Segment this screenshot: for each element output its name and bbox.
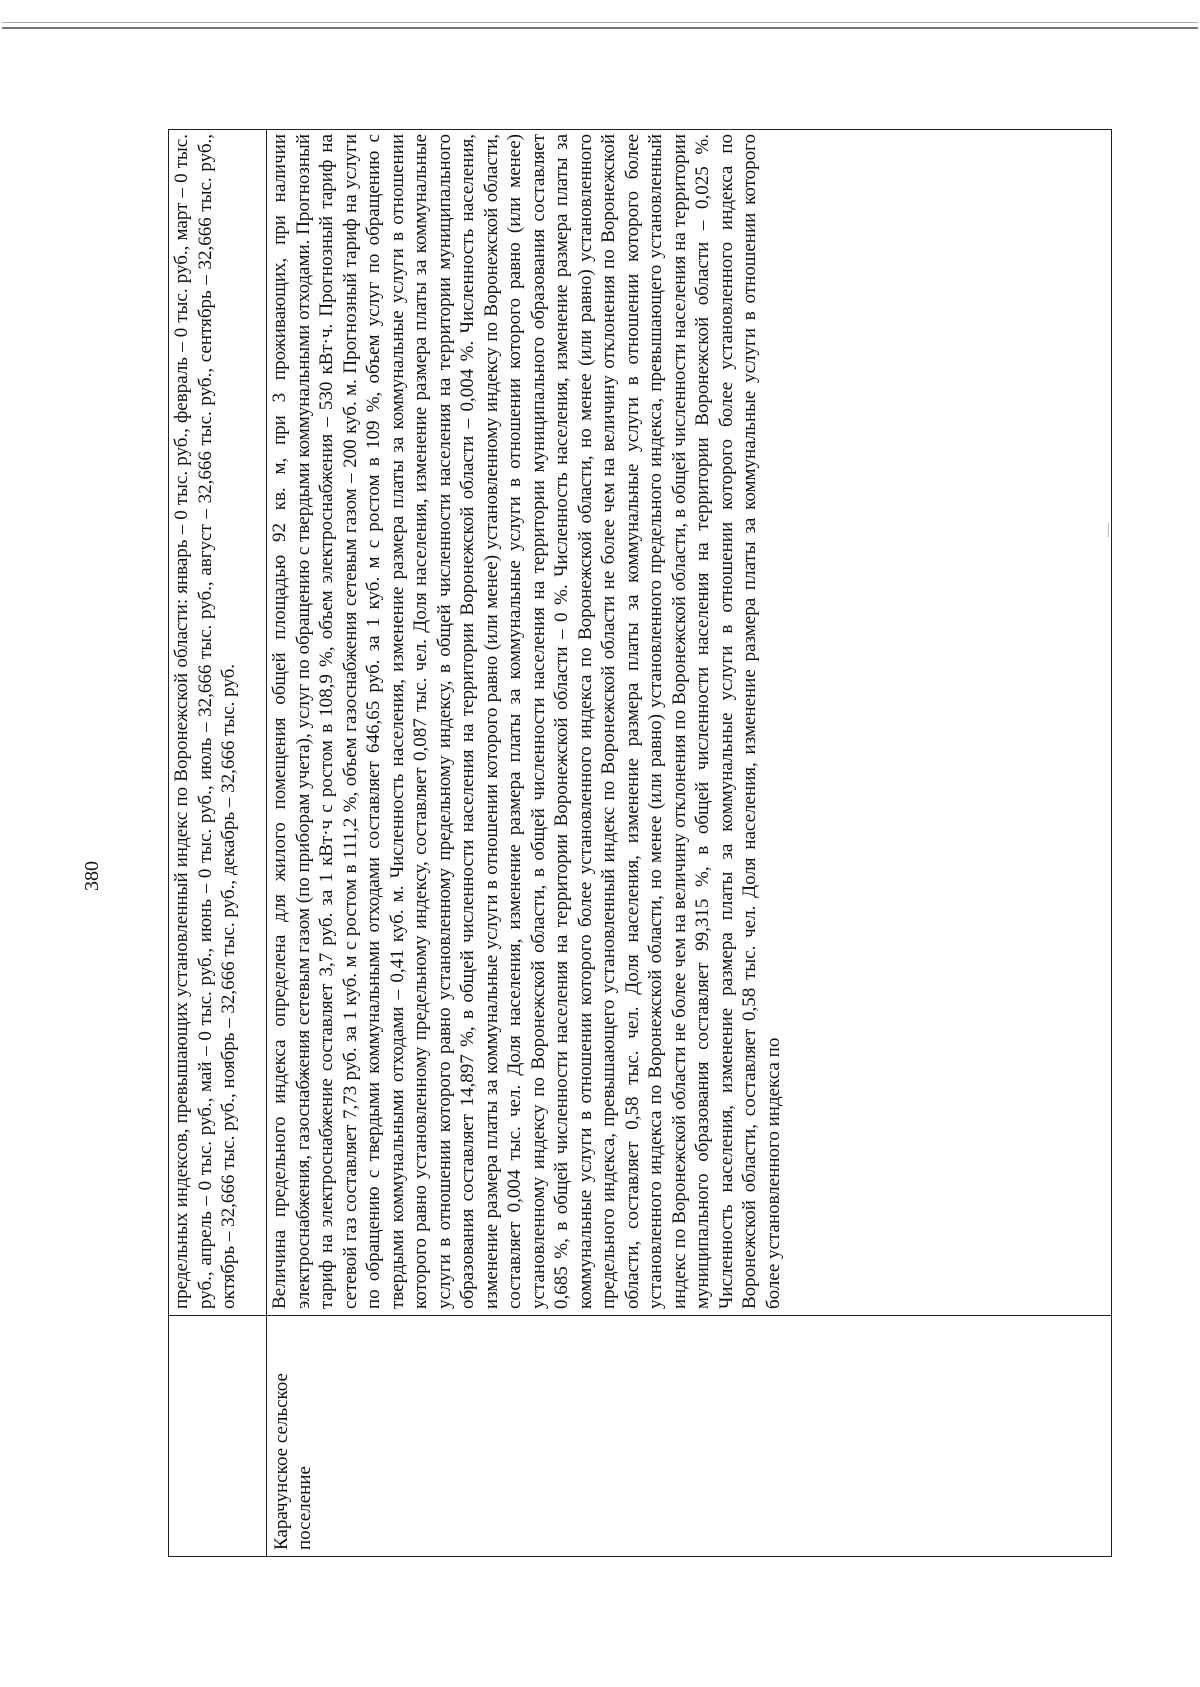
scan-edge-line: [2, 27, 1198, 29]
table-cell-text-karachun: Величина предельного индекса определена для жилого помещения общей площадью 92 кв. м, при 3 проживающих, при наличии электроснабжения, газоснабжения сетевым газом (по приборам учета), услуг по обращению с твердыми коммунальными отходами. Прогнозный тариф на электроснабжение составляет 3,7 руб. за 1 кВт·ч с ростом в 108,9 %, объем электроснабжения – 530 кВт·ч. Прогнозный тариф на сетевой газ составляет 7,73 руб. за 1 куб. м с ростом в 111,2 %, объем газоснабжения сетевым газом – 200 куб. м. Прогнозный тариф на услуги по обращению с твердыми коммунальными отходами составляет 646,65 руб. за 1 куб. м с ростом в 109 %, объем услуг по обращению с твердыми коммунальными отходами – 0,41 куб. м. Численность населения, изменение размера платы за коммунальные услуги в отношении которого равно установленному предельному индексу, составляет 0,087 тыс. чел. Доля населения, изменение размера платы за коммунальные услуги в отношении которого равно установленному предельному индексу, в общей численности населения на территории муниципального образования составляет 14,897 %, в общей численности населения на территории Воронежской области – 0,004 %. Численность населения, изменение размера платы за коммунальные услуги в отношении которого равно (или менее) установленному индексу по Воронежской области, составляет 0,004 тыс. чел. Доля населения, изменение размера платы за коммунальные услуги в отношении которого равно (или менее) установленному индексу по Воронежской области, в общей численности населения на территории муниципального образования составляет 0,685 %, в общей численности населения на территории Воронежской области – 0 %. Численность населения, изменение размера платы за коммунальные услуги в отношении которого более установленного индекса по Воронежской области, но менее (или равно) установленного предельного индекса, превышающего установленный индекс по Воронежской области не более чем на величину отклонения по Воронежской области, составляет 0,58 тыс. чел. Доля населения, изменение размера платы за коммунальные услуги в отношении которого более установленного индекса по Воронежской области, но менее (или равно) установленного предельного индекса, превышающего установленный индекс по Воронежской области не более чем на величину отклонения по Воронежской области, в общей численности населения на территории муниципального образования составляет 99,315 %, в общей численности населения на территории Воронежской области – 0,025 %. Численность населения, изменение размера платы за коммунальные услуги в отношении которого более установленного индекса по Воронежской области, составляет 0,58 тыс. чел. Доля населения, изменение размера платы за коммунальные услуги в отношении которого более установленного индекса по: [269, 134, 784, 1309]
page-number: 380: [81, 861, 103, 891]
settlement-name: Карачунское сельское поселение: [271, 1373, 315, 1550]
scan-edge-line: [2, 22, 1198, 23]
scan-mark: [1108, 523, 1109, 537]
table-cell-text-continued: предельных индексов, превышающих установленный индекс по Воронежской области: январь – 0 тыс. руб., февраль – 0 тыс. руб., март – 0 тыс. руб., апрель – 0 тыс. руб., май – 0 тыс. руб., июнь – 0 тыс. руб., июль – 32,666 тыс. руб., август – 32,666 тыс. руб., сентябрь – 32,666 тыс. руб., октябрь – 32,666 тыс. руб., ноябрь – 32,666 тыс. руб., декабрь – 32,666 тыс. руб.: [171, 134, 239, 1309]
table: [168, 129, 1112, 1557]
